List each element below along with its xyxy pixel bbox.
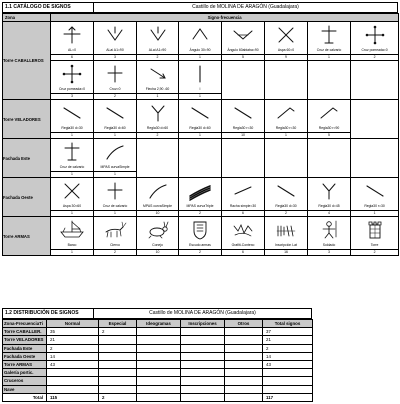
sign-cell bbox=[137, 100, 179, 139]
sign-count: 2 bbox=[265, 210, 307, 216]
distribution-zone: Torre VELADORES bbox=[3, 336, 47, 344]
pommee-cross-icon bbox=[355, 22, 395, 47]
distribution-column-header: Total signos bbox=[263, 320, 313, 328]
cross-arrow-icon bbox=[52, 22, 92, 47]
empty-sign-cell bbox=[222, 139, 265, 178]
slant-line-icon bbox=[52, 100, 92, 125]
sign-label: Cruz pomeada=0 bbox=[58, 87, 86, 91]
sign-count: 1 bbox=[308, 54, 350, 60]
catalog-title: Castillo de MOLINA DE ARAGÓN (Guadalajara) bbox=[192, 4, 299, 10]
distribution-value bbox=[137, 336, 181, 344]
sign-label: AL=0 bbox=[67, 48, 76, 52]
sign-count: 2 bbox=[179, 249, 221, 255]
sign-cell bbox=[222, 100, 265, 139]
distribution-value bbox=[225, 336, 263, 344]
catalog-row bbox=[3, 22, 399, 61]
hook-line-icon bbox=[309, 100, 349, 125]
calvary-cross-icon bbox=[309, 22, 349, 47]
sign-count: 5 bbox=[308, 132, 350, 138]
distribution-value: 14 bbox=[263, 352, 313, 360]
distribution-header-row bbox=[3, 320, 313, 328]
sign-count: 1 bbox=[265, 132, 307, 138]
sign-cell bbox=[137, 22, 179, 61]
distribution-value bbox=[225, 328, 263, 336]
distribution-value bbox=[263, 377, 313, 385]
sign-count: 2 bbox=[179, 210, 221, 216]
distribution-zone: Torre CABALLER. bbox=[3, 328, 47, 336]
sign-cell bbox=[51, 61, 94, 100]
distribution-value: 14 bbox=[47, 352, 99, 360]
catalog-row bbox=[3, 139, 399, 178]
sign-count: 2 bbox=[351, 54, 398, 60]
sign-count: 1 bbox=[179, 132, 221, 138]
sign-count: 10 bbox=[137, 210, 178, 216]
sign-count: 9 bbox=[265, 54, 307, 60]
sign-count: 3 bbox=[308, 249, 350, 255]
saltire-icon bbox=[52, 178, 92, 203]
empty-sign-cell bbox=[308, 139, 351, 178]
deer-drawing-icon bbox=[95, 217, 135, 242]
distribution-value bbox=[47, 377, 99, 385]
sign-label: Regla30 d=60 bbox=[189, 126, 211, 130]
sign-label: MPAS curvaTriple bbox=[186, 204, 214, 208]
total-value: 117 bbox=[263, 393, 313, 401]
sign-count: 1 bbox=[51, 171, 93, 177]
sign-count: 3 bbox=[51, 93, 93, 99]
distribution-title: Castillo de MOLINA DE ARAGÓN (Guadalajara) bbox=[149, 310, 256, 316]
total-value bbox=[181, 393, 225, 401]
sign-cell bbox=[51, 178, 94, 217]
sign-count: 2 bbox=[137, 54, 178, 60]
sign-label: Ciervo bbox=[110, 243, 120, 247]
catalog-row bbox=[3, 178, 399, 217]
sign-count: 3 bbox=[94, 54, 136, 60]
slant-line-icon bbox=[223, 100, 263, 125]
empty-sign-cell bbox=[137, 139, 179, 178]
sign-cell bbox=[308, 217, 351, 256]
y-mark-icon bbox=[138, 100, 178, 125]
tower-drawing-icon bbox=[355, 217, 395, 242]
distribution-value bbox=[137, 360, 181, 368]
distribution-column-header: Ideogramas bbox=[137, 320, 181, 328]
zone-label: Torre CABALLEROS bbox=[3, 22, 51, 100]
sign-count: 10 bbox=[222, 132, 264, 138]
slant-line-icon bbox=[180, 100, 220, 125]
sign-cell bbox=[222, 217, 265, 256]
sign-cell bbox=[137, 217, 179, 256]
sign-label: Aspa 60=0 bbox=[277, 48, 295, 52]
distribution-value bbox=[137, 352, 181, 360]
sign-label: Ángulo 30=90 bbox=[189, 48, 211, 52]
distribution-value bbox=[137, 377, 181, 385]
y-mark-icon bbox=[309, 178, 349, 203]
sign-count: 16 bbox=[265, 249, 307, 255]
hook-line-icon bbox=[266, 100, 306, 125]
distribution-zone: Galería portic. bbox=[3, 369, 47, 377]
distribution-zone: Fachada Oeste bbox=[3, 352, 47, 360]
distribution-value bbox=[225, 352, 263, 360]
sign-cell bbox=[94, 100, 137, 139]
catalog-row bbox=[3, 100, 399, 139]
sign-label: Regla30 d=60 bbox=[104, 126, 126, 130]
distribution-row bbox=[3, 360, 313, 368]
distribution-value bbox=[181, 336, 225, 344]
distribution-row bbox=[3, 377, 313, 385]
sign-cell bbox=[265, 22, 308, 61]
sign-count: 1 bbox=[179, 93, 221, 99]
sign-count: 1 bbox=[94, 171, 136, 177]
sign-cell bbox=[51, 139, 94, 178]
distribution-value bbox=[181, 377, 225, 385]
sign-count: 2 bbox=[351, 249, 398, 255]
distribution-total-row bbox=[3, 393, 313, 401]
sign-count: 1 bbox=[137, 93, 178, 99]
sign-label: Regla30 r=30 bbox=[232, 126, 254, 130]
zone-label: Fachada Oeste bbox=[3, 178, 51, 217]
catalog-title-bar bbox=[2, 2, 398, 13]
sign-cell bbox=[51, 100, 94, 139]
sign-label: Regla30 d=45 bbox=[318, 204, 340, 208]
distribution-value bbox=[181, 328, 225, 336]
sign-cell bbox=[351, 178, 399, 217]
sign-cell bbox=[94, 139, 137, 178]
sign-label: Soldado bbox=[322, 243, 336, 247]
sign-cell bbox=[94, 217, 137, 256]
total-value bbox=[225, 393, 263, 401]
distribution-title-bar bbox=[2, 308, 312, 319]
catalog-code: 1.1 CATÁLOGO DE SIGNOS bbox=[3, 3, 94, 12]
empty-sign-cell bbox=[222, 61, 265, 100]
distribution-column-header: Especial bbox=[99, 320, 137, 328]
empty-sign-cell bbox=[265, 61, 308, 100]
distribution-value bbox=[137, 369, 181, 377]
sign-cell bbox=[265, 178, 308, 217]
sign-count: 6 bbox=[222, 210, 264, 216]
catalog-row bbox=[3, 217, 399, 256]
distribution-value bbox=[225, 369, 263, 377]
distribution-value bbox=[263, 369, 313, 377]
distribution-row bbox=[3, 369, 313, 377]
distribution-value bbox=[181, 385, 225, 393]
dash-line-icon bbox=[223, 178, 263, 203]
sign-count: 2 bbox=[94, 249, 136, 255]
empty-sign-cell bbox=[265, 139, 308, 178]
saltire-icon bbox=[266, 22, 306, 47]
sign-cell bbox=[265, 217, 308, 256]
arrow-sign-icon bbox=[138, 61, 178, 86]
sign-label: Inscripción Lat bbox=[275, 243, 297, 247]
vertical-line-icon bbox=[180, 61, 220, 86]
distribution-value bbox=[137, 385, 181, 393]
sign-label: Escudo armas bbox=[189, 243, 211, 247]
distribution-column-header: Inscripciones bbox=[181, 320, 225, 328]
sign-cell bbox=[94, 22, 137, 61]
shield-drawing-icon bbox=[180, 217, 220, 242]
distribution-value bbox=[225, 360, 263, 368]
sign-label: Conejo bbox=[152, 243, 163, 247]
sign-cell bbox=[222, 178, 265, 217]
empty-sign-cell bbox=[351, 139, 399, 178]
distribution-value: 2 bbox=[99, 328, 137, 336]
cross-icon bbox=[95, 178, 135, 203]
sign-label: Ángulo 60abiaba=90 bbox=[227, 48, 259, 52]
slant-line-icon bbox=[355, 178, 395, 203]
distribution-value bbox=[99, 369, 137, 377]
sign-cell bbox=[137, 61, 179, 100]
soldier-drawing-icon bbox=[309, 217, 349, 242]
sign-count: 1 bbox=[51, 210, 93, 216]
sign-cell bbox=[137, 178, 179, 217]
sign-cell bbox=[51, 217, 94, 256]
distribution-value: 35 bbox=[47, 328, 99, 336]
cross-icon bbox=[95, 61, 135, 86]
distribution-value bbox=[47, 369, 99, 377]
distribution-value bbox=[99, 385, 137, 393]
distribution-value bbox=[137, 328, 181, 336]
ship-drawing-icon bbox=[52, 217, 92, 242]
sign-cell bbox=[222, 22, 265, 61]
empty-sign-cell bbox=[351, 100, 399, 139]
sign-cell bbox=[351, 22, 399, 61]
distribution-value bbox=[99, 360, 137, 368]
sign-cell bbox=[308, 100, 351, 139]
distribution-code: 1.2 DISTRIBUCIÓN DE SIGNOS bbox=[3, 309, 94, 318]
distribution-column-header: Normal bbox=[47, 320, 99, 328]
sign-label: Regla30 r=30 bbox=[275, 126, 297, 130]
distribution-column-header: Zona-FrecuenciaTi bbox=[3, 320, 47, 328]
distribution-value: 21 bbox=[47, 336, 99, 344]
sign-count: 1 bbox=[51, 249, 93, 255]
sign-label: Barco bbox=[67, 243, 77, 247]
sign-label: Cruz de calvario bbox=[102, 204, 128, 208]
sign-count: 5 bbox=[222, 54, 264, 60]
distribution-value bbox=[181, 352, 225, 360]
sign-cell bbox=[179, 217, 222, 256]
distribution-row bbox=[3, 344, 313, 352]
sign-count: 1 bbox=[179, 54, 221, 60]
distribution-value bbox=[225, 377, 263, 385]
distribution-value bbox=[263, 385, 313, 393]
empty-sign-cell bbox=[351, 61, 399, 100]
distribution-value: 43 bbox=[47, 360, 99, 368]
sign-label: Cruz=0 bbox=[109, 87, 121, 91]
sign-count: 10 bbox=[137, 249, 178, 255]
angle-open-icon bbox=[223, 22, 263, 47]
distribution-zone: Nave bbox=[3, 385, 47, 393]
sign-label: Regla30 d=30 bbox=[275, 204, 297, 208]
distribution-value bbox=[225, 385, 263, 393]
sign-cell bbox=[308, 22, 351, 61]
distribution-value: 21 bbox=[263, 336, 313, 344]
sign-label: Regla30 d=60 bbox=[146, 126, 169, 130]
total-value bbox=[137, 393, 181, 401]
sign-cell bbox=[265, 100, 308, 139]
sign-label: Torre bbox=[370, 243, 379, 247]
sign-label: Cruz de calvario bbox=[316, 48, 342, 52]
zone-label: Torre VELADORES bbox=[3, 100, 51, 139]
sign-count: 1 bbox=[94, 210, 136, 216]
distribution-value: 37 bbox=[263, 328, 313, 336]
distribution-zone: Cruceros bbox=[3, 377, 47, 385]
zone-header: Zona bbox=[3, 14, 51, 22]
chevron-icon bbox=[180, 22, 220, 47]
sign-count: 2 bbox=[137, 132, 178, 138]
sign-cell bbox=[179, 61, 222, 100]
graffiti-icon bbox=[223, 217, 263, 242]
sign-cell bbox=[308, 178, 351, 217]
distribution-row bbox=[3, 385, 313, 393]
distribution-value: 2 bbox=[47, 344, 99, 352]
sign-label: MPAS curvaSimple bbox=[143, 204, 172, 208]
sign-cell bbox=[179, 100, 222, 139]
distribution-row bbox=[3, 336, 313, 344]
sign-count: 1 bbox=[94, 132, 136, 138]
catalog-table bbox=[2, 13, 399, 256]
sign-label: Flecha 2,90 -60 bbox=[145, 87, 170, 91]
catalog-section bbox=[2, 2, 398, 256]
sign-cell bbox=[179, 178, 222, 217]
catalog-row bbox=[3, 61, 399, 100]
sign-label: Racha simple=30 bbox=[229, 204, 257, 208]
sign-label: Regla30 r=90 bbox=[318, 126, 340, 130]
distribution-value bbox=[99, 344, 137, 352]
zone-label: Fachada Este bbox=[3, 139, 51, 178]
slant-line-icon bbox=[266, 178, 306, 203]
distribution-value bbox=[181, 360, 225, 368]
sign-count: 6 bbox=[51, 54, 93, 60]
distribution-value: 43 bbox=[263, 360, 313, 368]
distribution-zone: Torre ARMAS bbox=[3, 360, 47, 368]
slant-line-icon bbox=[95, 100, 135, 125]
distribution-value bbox=[99, 336, 137, 344]
sign-label: ALai A1=90 bbox=[148, 48, 167, 52]
sign-cell bbox=[351, 217, 399, 256]
distribution-value: 2 bbox=[263, 344, 313, 352]
distribution-column-header: Otros bbox=[225, 320, 263, 328]
signs-header: Signo-frecuencia bbox=[51, 14, 399, 22]
sign-count: 2 bbox=[94, 93, 136, 99]
distribution-value bbox=[225, 344, 263, 352]
distribution-value bbox=[47, 385, 99, 393]
total-label: Total bbox=[3, 393, 47, 401]
distribution-row bbox=[3, 328, 313, 336]
calvary-cross-icon bbox=[52, 139, 92, 164]
distribution-zone: Fachada Este bbox=[3, 344, 47, 352]
distribution-value bbox=[99, 352, 137, 360]
sign-label: Grafiti-Contexo bbox=[231, 243, 255, 247]
empty-sign-cell bbox=[308, 61, 351, 100]
sign-count: 6 bbox=[222, 249, 264, 255]
angle-mark-icon bbox=[138, 22, 178, 47]
distribution-value bbox=[99, 377, 137, 385]
sign-count: 1 bbox=[51, 132, 93, 138]
sign-cell bbox=[94, 178, 137, 217]
sign-label: ALai A1=90 bbox=[106, 48, 124, 52]
curve-line-icon bbox=[138, 178, 178, 203]
sign-label: MPAS curvaSimple bbox=[100, 165, 130, 169]
sign-cell bbox=[51, 22, 94, 61]
angle-mark-icon bbox=[95, 22, 135, 47]
rabbit-drawing-icon bbox=[138, 217, 178, 242]
distribution-table bbox=[2, 319, 313, 402]
curve-line-icon bbox=[95, 139, 135, 164]
total-value: 2 bbox=[99, 393, 137, 401]
sign-label: Regla30 r=30 bbox=[364, 204, 385, 208]
zone-label: Torre ARMAS bbox=[3, 217, 51, 256]
pommee-cross-icon bbox=[52, 61, 92, 86]
sign-label: Aspa 30=60 bbox=[62, 204, 82, 208]
empty-sign-cell bbox=[179, 139, 222, 178]
distribution-value bbox=[137, 344, 181, 352]
inscription-icon bbox=[266, 217, 306, 242]
distribution-section bbox=[2, 308, 312, 402]
distribution-row bbox=[3, 352, 313, 360]
sign-cell bbox=[179, 22, 222, 61]
sign-count: 4 bbox=[308, 210, 350, 216]
distribution-value bbox=[181, 369, 225, 377]
triple-curve-icon bbox=[180, 178, 220, 203]
sign-cell bbox=[94, 61, 137, 100]
sign-label: Cruz pomeada=0 bbox=[361, 48, 388, 52]
total-value: 115 bbox=[47, 393, 99, 401]
sign-label: Regla30 d=30 bbox=[61, 126, 83, 130]
distribution-value bbox=[181, 344, 225, 352]
sign-label: I bbox=[199, 87, 201, 91]
sign-count: 1 bbox=[351, 210, 398, 216]
sign-label: Cruz de calvario bbox=[59, 165, 85, 169]
